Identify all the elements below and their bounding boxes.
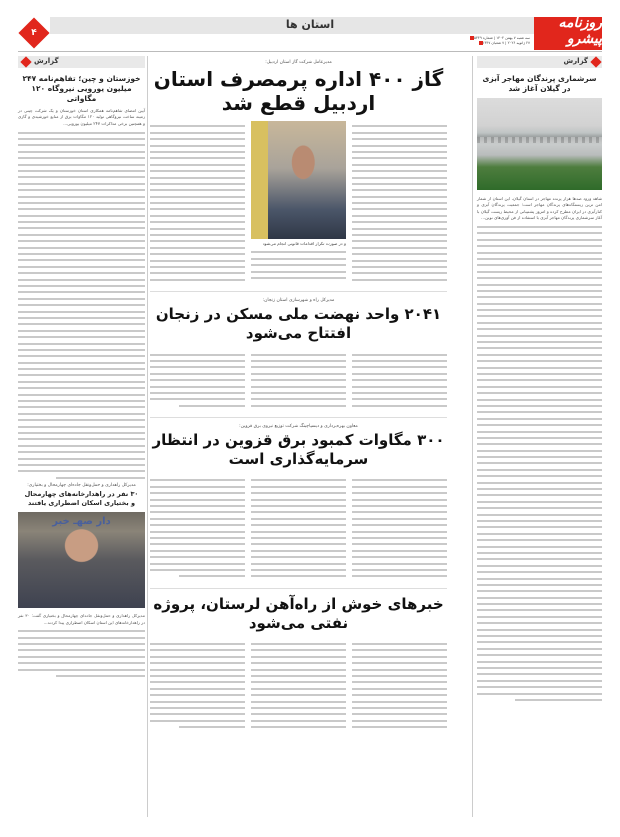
dateline-gregorian: ۲۷ ژانویه ۲۰۲۶ | ۷ شعبان ۱۴۴۷ — [482, 41, 530, 45]
article-divider — [150, 588, 447, 589]
photo-caption: و در صورت تکرار اقدامات قانونی انجام می‌شود — [262, 241, 346, 246]
birds-wetland-photo — [477, 98, 602, 190]
diamond-icon — [590, 56, 601, 67]
report-tag — [477, 56, 602, 68]
article-title[interactable]: خوزستان و چین؛ تفاهم‌نامه ۲۴۷ میلیون یورویی نیروگاه ۱۲۰ مگاواتی — [22, 74, 141, 103]
article-divider — [150, 417, 447, 418]
article-body — [18, 132, 145, 479]
right-column — [477, 56, 602, 817]
left-column — [18, 56, 145, 817]
main-column — [150, 56, 447, 817]
article-body — [150, 475, 447, 582]
dateline-persian: سه شنبه ۷ بهمن ۱۴۰۴ | شماره ۵۴۴۹ — [474, 36, 530, 40]
official-speaking-photo — [251, 121, 346, 239]
header-divider — [18, 51, 602, 52]
article-body — [150, 639, 447, 733]
report-tag — [18, 56, 145, 68]
section-title: استان ها — [285, 18, 335, 31]
report-label: گزارش — [34, 57, 59, 65]
article-title[interactable]: ۳۰ نفر در راهدارخانه‌های چهارمحال و بختیاری اسکان اضطراری یافتند — [24, 490, 139, 507]
newspaper-logo: روزنامه پیشرو — [534, 17, 602, 50]
report-label: گزارش — [563, 57, 588, 65]
article-body — [150, 349, 447, 411]
article-body — [150, 121, 447, 285]
article-lead: مدیرکل راهداری و حمل‌ونقل جاده‌ای چهارمحال و بختیاری گفت: ۳۰ نفر در راهدارخانه‌های این استان اسکان اضطراری پیدا کردند... — [18, 613, 145, 625]
article-lead: آیین امضای تفاهم‌نامه همکاری استان خوزستان و یک شرکت چینی در زمینه ساخت نیروگاهی تولید ۱۲۰ مگاوات برق از منابع خورشیدی و گازی و همچنین برخی مذاکرات ۲۴۷ میلیون یورویی... — [18, 108, 145, 126]
official-portrait-photo — [18, 512, 145, 608]
article-title[interactable]: سرشماری پرندگان مهاجر آبزی در گیلان آغاز شد — [482, 74, 597, 93]
article-lead: شاهد ورود صدها هزار پرنده مهاجر در استان گیلان، این استان از شمار امن ترین زیستگاه‌های پرندگان مهاجر است؛ جمعیت پرندگان آبزی و کنارآبزی در ایران مطرح کرده و امروز پشتیبانی از محیط زیست گیلان با آغاز سرشماری پرندگان مهاجر آبزی با استفاده از فن آوری‌های نوین... — [477, 196, 602, 221]
article-kicker: معاون بهره‌برداری و دیسپاچینگ شرکت توزیع نیروی برق قزوین: — [239, 424, 358, 430]
article-kicker: مدیرکل راه و شهرسازی استان زنجان: — [262, 298, 335, 304]
article-body — [477, 226, 602, 701]
main-article-gas — [150, 60, 447, 285]
page-number: ۴ — [31, 28, 37, 38]
article-headline[interactable]: گاز ۴۰۰ اداره پرمصرف استان اردبیل قطع شد — [153, 67, 444, 115]
diamond-icon — [20, 56, 31, 67]
article-body — [18, 630, 145, 677]
dateline — [468, 36, 530, 46]
main-article-lorestan — [150, 595, 447, 733]
column-divider — [472, 56, 473, 817]
main-article-qazvin — [150, 424, 447, 582]
photo-banner-text: دار صهـ خبر — [52, 516, 111, 528]
article-kicker: مدیرعامل شرکت گاز استان اردبیل: — [265, 60, 332, 65]
column-divider — [147, 56, 148, 817]
page-header — [18, 17, 602, 50]
article-divider — [150, 291, 447, 292]
article-headline[interactable]: ۲۰۴۱ واحد نهضت ملی مسکن در زنجان افتتاح می‌شود — [155, 305, 442, 343]
article-headline[interactable]: خبرهای خوش از راه‌آهن لرستان، پروژه نفتی می‌شود — [153, 594, 444, 632]
article-kicker: مدیرکل راهداری و حمل‌ونقل جاده‌ای چهارمحال و بختیاری: — [27, 483, 136, 489]
article-headline[interactable]: ۳۰۰ مگاوات کمبود برق قزوین در انتظار سرمایه‌گذاری است — [152, 431, 445, 469]
page-number-badge — [18, 17, 49, 48]
main-article-zanjan — [150, 298, 447, 411]
